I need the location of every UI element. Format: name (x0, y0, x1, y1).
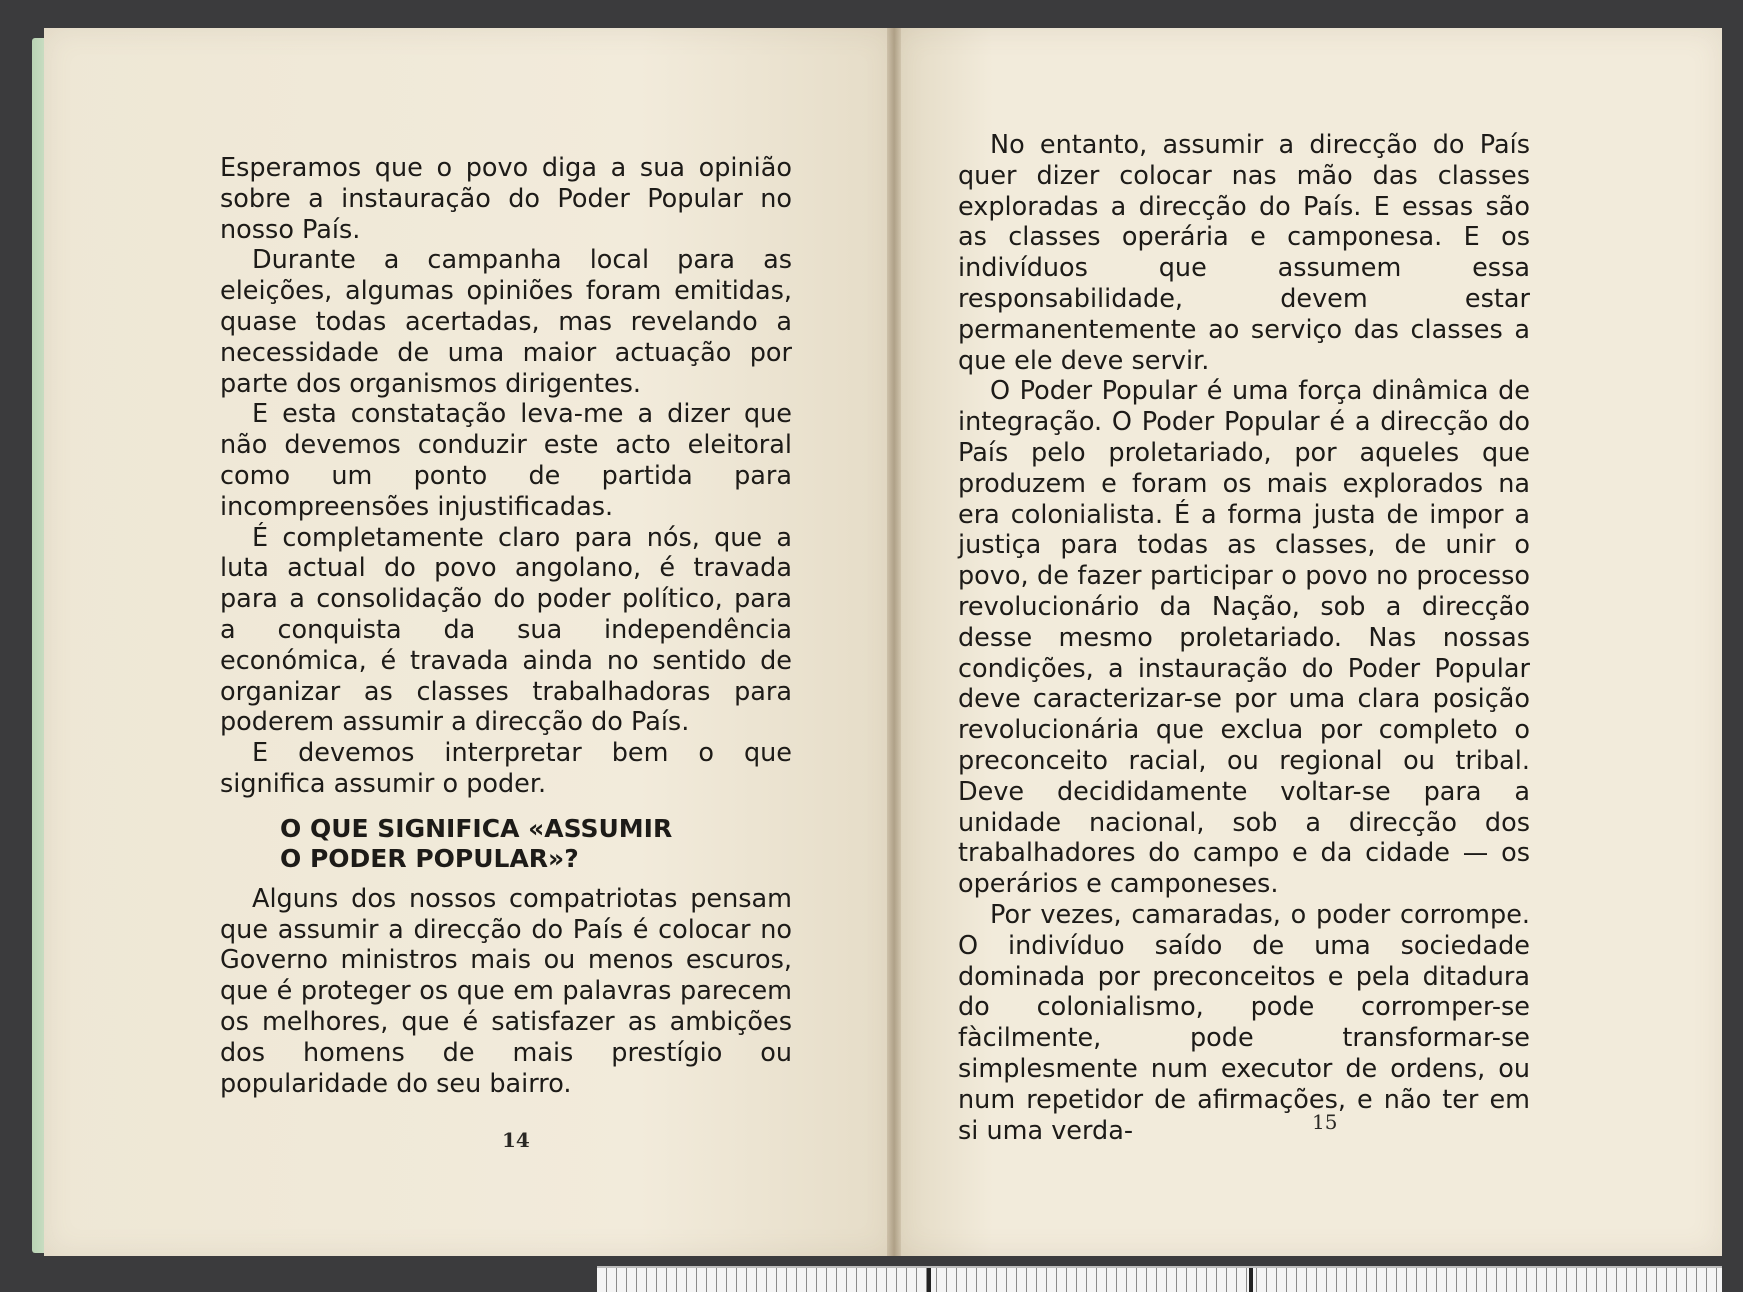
paragraph: E esta constatação leva-me a dizer que não devemos conduzir este acto eleitoral como um ponto de partida para incompreensões injustificadas. (220, 399, 792, 522)
paragraph: Alguns dos nossos compatriotas pensam que assumir a direcção do País é colocar no Governo ministros mais ou menos escuros, que é proteger os que em palavras parecem os melhores, que é satisfazer as ambições dos homens de mais prestígio ou popularidade do seu bairro. (220, 883, 792, 1099)
left-page-text (220, 153, 792, 1099)
page-number: 15 (1312, 1110, 1338, 1134)
section-heading-line-2: O PODER POPULAR»? (280, 843, 579, 873)
measurement-ruler (597, 1266, 1722, 1292)
left-page (44, 28, 894, 1256)
paragraph: Esperamos que o povo diga a sua opinião sobre a instauração do Poder Popular no nosso País. (220, 153, 792, 245)
open-booklet (32, 28, 1722, 1258)
ruler-marker (927, 1268, 931, 1292)
paragraph: Durante a campanha local para as eleições, algumas opiniões foram emitidas, quase todas acertadas, mas revelando a necessidade de uma maior actuação por parte dos organismos dirigentes. (220, 245, 792, 399)
right-page-text (958, 130, 1530, 1146)
right-page (894, 28, 1722, 1256)
book-gutter (887, 28, 901, 1256)
paragraph: E devemos interpretar bem o que significa assumir o poder. (220, 738, 792, 799)
page-number: 14 (502, 1128, 530, 1152)
paragraph: O Poder Popular é uma força dinâmica de integração. O Poder Popular é a direcção do País pelo proletariado, por aqueles que produzem e foram os mais explorados na era colonialista. É a forma justa de impor a justiça para todas as classes, de unir o povo, de fazer participar o povo no processo revolucionário da Nação, sob a direcção desse mesmo proletariado. Nas nossas condições, a instauração do Poder Popular deve caracterizar-se por uma clara posição revolucionária que exclua por completo o preconceito racial, ou regional ou tribal. Deve decididamente voltar-se para a unidade nacional, sob a direcção dos trabalhadores do campo e da cidade — os operários e camponeses. (958, 376, 1530, 900)
paragraph: É completamente claro para nós, que a luta actual do povo angolano, é travada para a consolidação do poder político, para a conquista da sua independência económica, é travada ainda no sentido de organizar as classes trabalhadoras para poderem assumir a direcção do País. (220, 522, 792, 738)
paragraph: No entanto, assumir a direcção do País quer dizer colocar nas mão das classes exploradas a direcção do País. E essas são as classes operária e camponesa. E os indivíduos que assumem essa responsabilidade, devem estar permanentemente ao serviço das classes a que ele deve servir. (958, 130, 1530, 376)
ruler-marker (1249, 1268, 1253, 1292)
section-heading-line-1: O QUE SIGNIFICA «ASSUMIR (280, 813, 673, 843)
section-heading (280, 814, 792, 874)
paragraph: Por vezes, camaradas, o poder corrompe. O indivíduo saído de uma sociedade dominada por preconceitos e pela ditadura do colonialismo, pode corromper-se fàcilmente, pode transformar-se simplesmente num executor de ordens, ou num repetidor de afirmações, e não ter em si uma verda- (958, 899, 1530, 1146)
